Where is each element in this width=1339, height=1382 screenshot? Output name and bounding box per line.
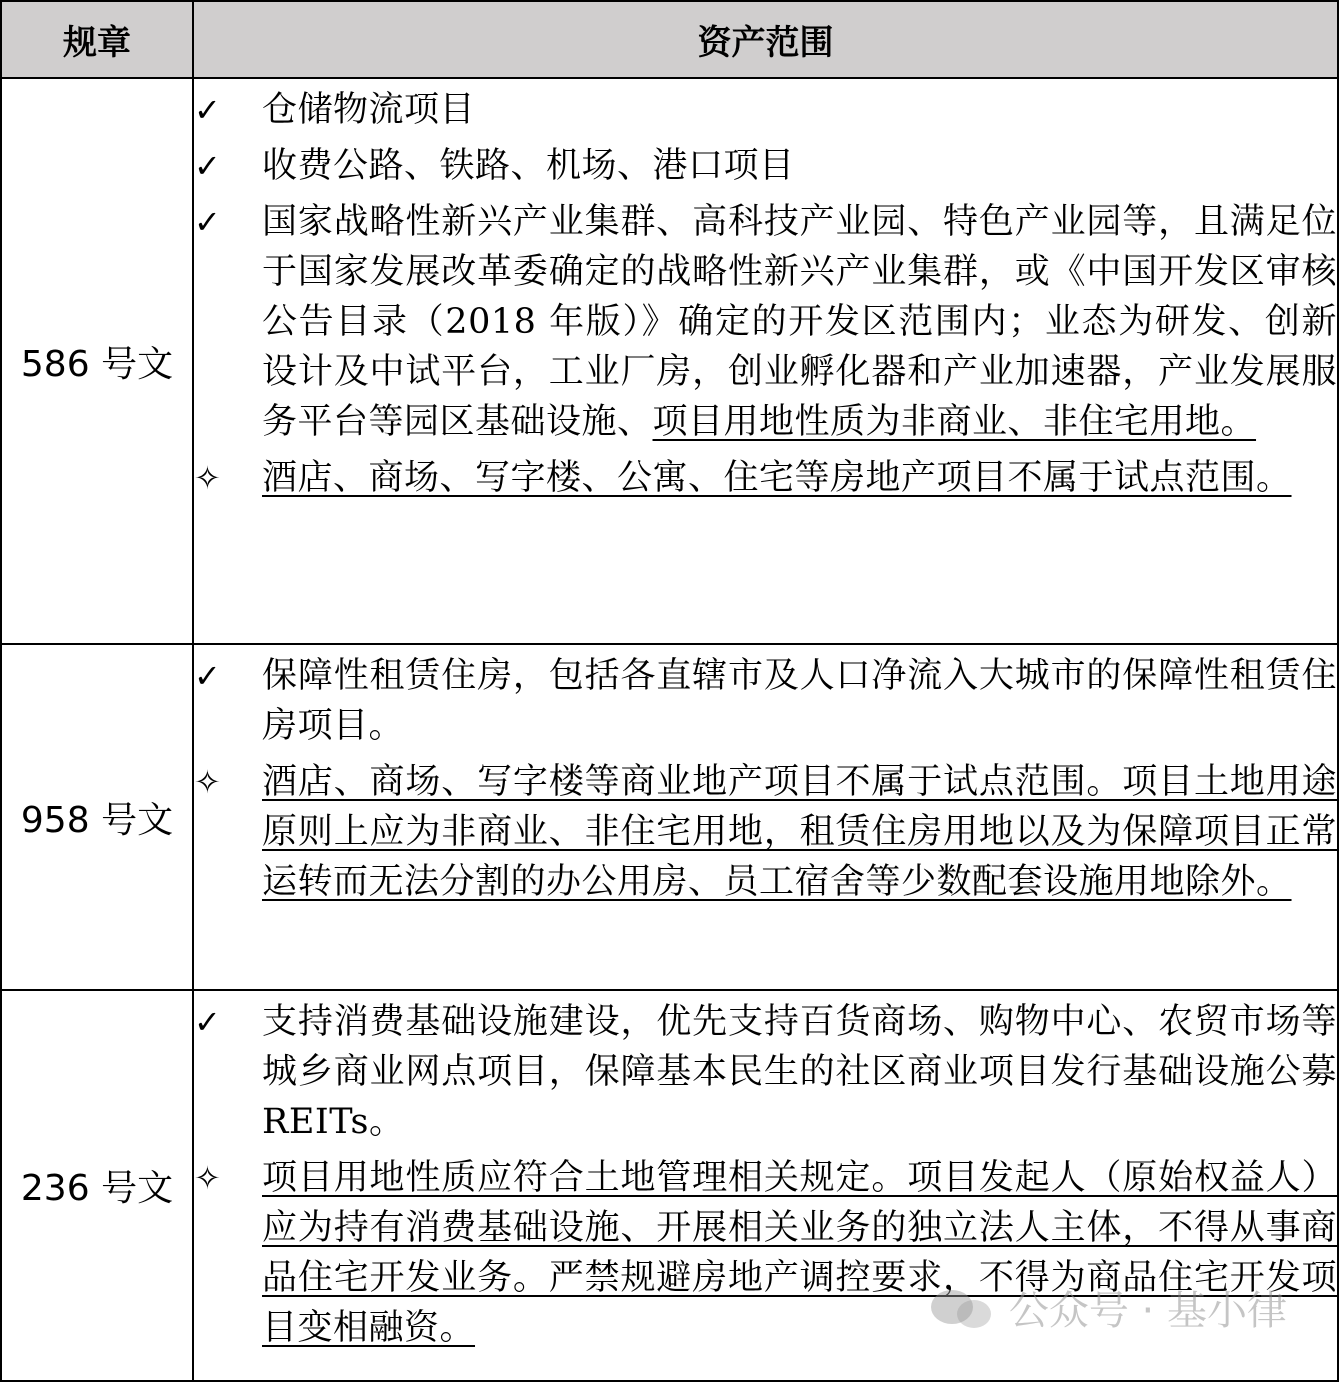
rule-cell: 586 号文 bbox=[1, 78, 193, 644]
diamond-star-icon: ✧ bbox=[194, 459, 221, 497]
header-row bbox=[1, 1, 1338, 78]
wechat-icon bbox=[931, 1284, 995, 1332]
watermark-text: 公众号 · 基小律 bbox=[1008, 1288, 1287, 1334]
table-row bbox=[1, 644, 1338, 990]
item-text: 收费公路、铁路、机场、港口项目 bbox=[262, 146, 795, 186]
item-text: 国家战略性新兴产业集群、高科技产业园、特色产业园等，且满足位于国家发展改革委确定的战略性新兴产业集群，或《中国开发区审核公告目录（2018 年版）》确定的开发区范围内；业态为研发、创新设计及中试平台，工业厂房，创业孵化器和产业加速器，产业发展服务平台等园区基础设施、 bbox=[262, 202, 1337, 442]
check-icon: ✓ bbox=[194, 203, 221, 241]
rule-cell: 236 号文 bbox=[1, 990, 193, 1381]
watermark bbox=[931, 1279, 1287, 1336]
diamond-star-icon: ✧ bbox=[194, 1159, 221, 1197]
item-text-underlined: 酒店、商场、写字楼、公寓、住宅等房地产项目不属于试点范围。 bbox=[262, 458, 1292, 498]
header-rule: 规章 bbox=[1, 1, 193, 78]
rule-cell: 958 号文 bbox=[1, 644, 193, 990]
scope-cell bbox=[193, 644, 1338, 990]
item-text: 仓储物流项目 bbox=[262, 90, 476, 130]
list-item bbox=[194, 651, 1337, 751]
diamond-star-icon: ✧ bbox=[194, 763, 221, 801]
table-row bbox=[1, 78, 1338, 644]
scope-cell bbox=[193, 78, 1338, 644]
list-item bbox=[194, 997, 1337, 1147]
item-text: 保障性租赁住房，包括各直辖市及人口净流入大城市的保障性租赁住房项目。 bbox=[262, 656, 1337, 746]
check-icon: ✓ bbox=[194, 147, 221, 185]
check-icon: ✓ bbox=[194, 91, 221, 129]
header-asset-scope: 资产范围 bbox=[193, 1, 1338, 78]
item-text: 支持消费基础设施建设，优先支持百货商场、购物中心、农贸市场等城乡商业网点项目，保障基本民生的社区商业项目发行基础设施公募 REITs。 bbox=[262, 1002, 1337, 1142]
list-item bbox=[194, 197, 1337, 447]
list-item bbox=[194, 453, 1337, 503]
check-icon: ✓ bbox=[194, 657, 221, 695]
list-item bbox=[194, 141, 1337, 191]
check-icon: ✓ bbox=[194, 1003, 221, 1041]
item-text-underlined: 项目用地性质为非商业、非住宅用地。 bbox=[652, 402, 1257, 442]
item-text-underlined: 酒店、商场、写字楼等商业地产项目不属于试点范围。项目土地用途原则上应为非商业、非住宅用地，租赁住房用地以及为保障项目正常运转而无法分割的办公用房、员工宿舍等少数配套设施用地除外。 bbox=[262, 762, 1337, 902]
list-item bbox=[194, 757, 1337, 907]
list-item bbox=[194, 85, 1337, 135]
item-text-underlined: 项目用地性质应符合土地管理相关规定。项目发起人（原始权益人）应为持有消费基础设施、开展相关业务的独立法人主体，不得从事商品住宅开发业务。严禁规避房地产调控要求，不得为商品住宅开发项目变相融资。 bbox=[262, 1158, 1337, 1348]
